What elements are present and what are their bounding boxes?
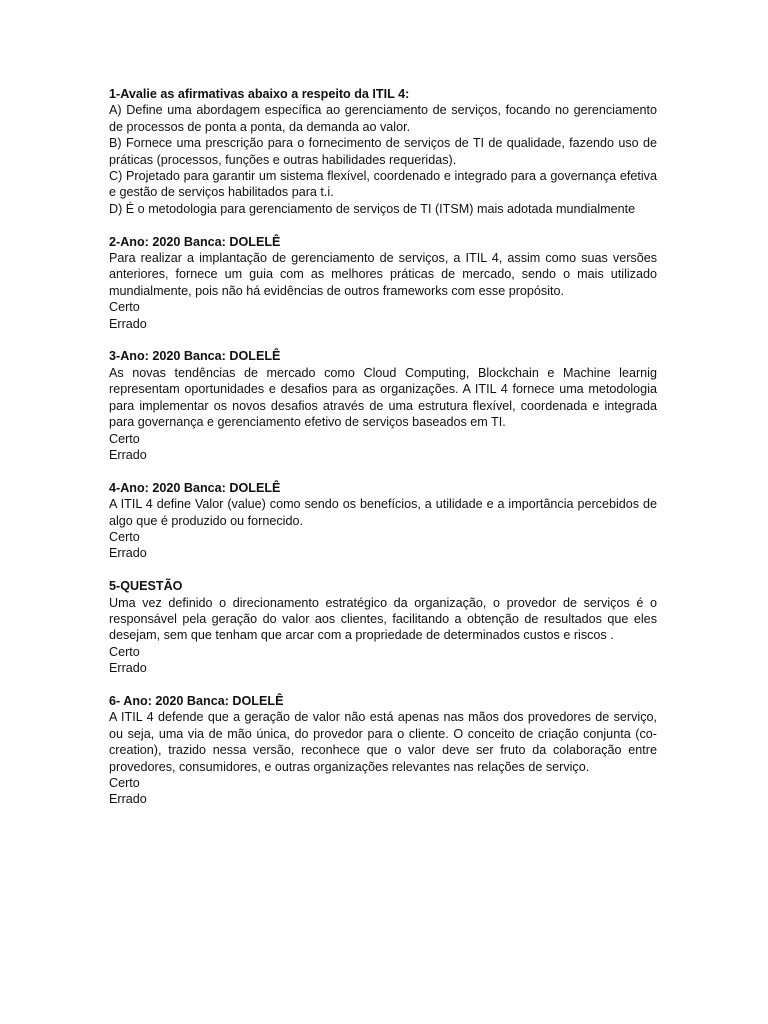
spacer — [109, 332, 657, 348]
question-2-title: 2-Ano: 2020 Banca: DOLELÊ — [109, 234, 281, 249]
question-4-text: A ITIL 4 define Valor (value) como sendo os benefícios, a utilidade e a importância percebidos de algo que é produzido ou fornecido. — [109, 497, 657, 528]
question-6-option-errado: Errado — [109, 792, 147, 807]
question-4-option-errado: Errado — [109, 546, 147, 561]
question-1 — [109, 86, 657, 217]
question-3-option-errado: Errado — [109, 447, 147, 462]
question-5-title: 5-QUESTÃO — [109, 579, 183, 594]
question-3 — [109, 348, 657, 463]
question-6-title: 6- Ano: 2020 Banca: DOLELÊ — [109, 693, 284, 708]
question-6-text: A ITIL 4 defende que a geração de valor não está apenas nas mãos dos provedores de serviço, ou seja, uma via de mão única, do provedor para o cliente. O conceito de criação conjunta (co-creation), trazido nessa versão, reconhece que o valor deve ser fruto da colaboração entre provedores, consumidores, e outras organizações relevantes nas relações de serviço. — [109, 710, 657, 774]
question-2-text: Para realizar a implantação de gerenciamento de serviços, a ITIL 4, assim como suas versões anteriores, fornece um guia com as melhores práticas de mercado, sendo o mais utilizado mundialmente, pois não há evidências de outros frameworks com esse propósito. — [109, 251, 657, 298]
question-1-item-c: C) Projetado para garantir um sistema flexível, coordenado e integrado para a governança efetiva e gestão de serviços habilitados para t.i. — [109, 169, 657, 200]
question-4 — [109, 480, 657, 562]
question-1-item-b: B) Fornece uma prescrição para o fornecimento de serviços de TI de qualidade, fazendo uso de práticas (processos, funções e outras habilidades requeridas). — [109, 136, 657, 167]
question-6 — [109, 693, 657, 808]
spacer — [109, 463, 657, 479]
question-5-text: Uma vez definido o direcionamento estratégico da organização, o provedor de serviços é o responsável pela geração do valor aos clientes, facilitando a obtenção de resultados que eles desejam, sem que tenham que arcar com a propriedade de determinados custos e riscos . — [109, 595, 657, 643]
question-2 — [109, 234, 657, 332]
question-4-title: 4-Ano: 2020 Banca: DOLELÊ — [109, 480, 281, 495]
document-page — [109, 86, 657, 808]
question-1-title: 1-Avalie as afirmativas abaixo a respeito da ITIL 4: — [109, 87, 410, 101]
question-5-option-errado: Errado — [109, 661, 147, 676]
spacer — [109, 562, 657, 578]
question-5-option-certo: Certo — [109, 644, 140, 659]
question-5 — [109, 578, 657, 676]
question-1-item-a: A) Define uma abordagem específica ao gerenciamento de serviços, focando no gerenciamento de processos de ponta a ponta, da demanda ao valor. — [109, 103, 657, 134]
question-4-option-certo: Certo — [109, 529, 140, 544]
question-3-option-certo: Certo — [109, 431, 140, 446]
spacer — [109, 677, 657, 693]
spacer — [109, 217, 657, 233]
question-6-option-certo: Certo — [109, 775, 140, 790]
question-3-title: 3-Ano: 2020 Banca: DOLELÊ — [109, 349, 281, 364]
question-1-item-d: D) É o metodologia para gerenciamento de serviços de TI (ITSM) mais adotada mundialmente — [109, 201, 636, 216]
question-2-option-certo: Certo — [109, 300, 140, 315]
question-3-text: As novas tendências de mercado como Cloud Computing, Blockchain e Machine learnig representam oportunidades e desafios para as organizações. A ITIL 4 fornece uma metodologia para implementar os novos desafios através de uma estrutura flexível, coordenada e integrada para governança e gerenciamento efetivo de serviços baseados em TI. — [109, 365, 657, 430]
question-2-option-errado: Errado — [109, 316, 147, 331]
